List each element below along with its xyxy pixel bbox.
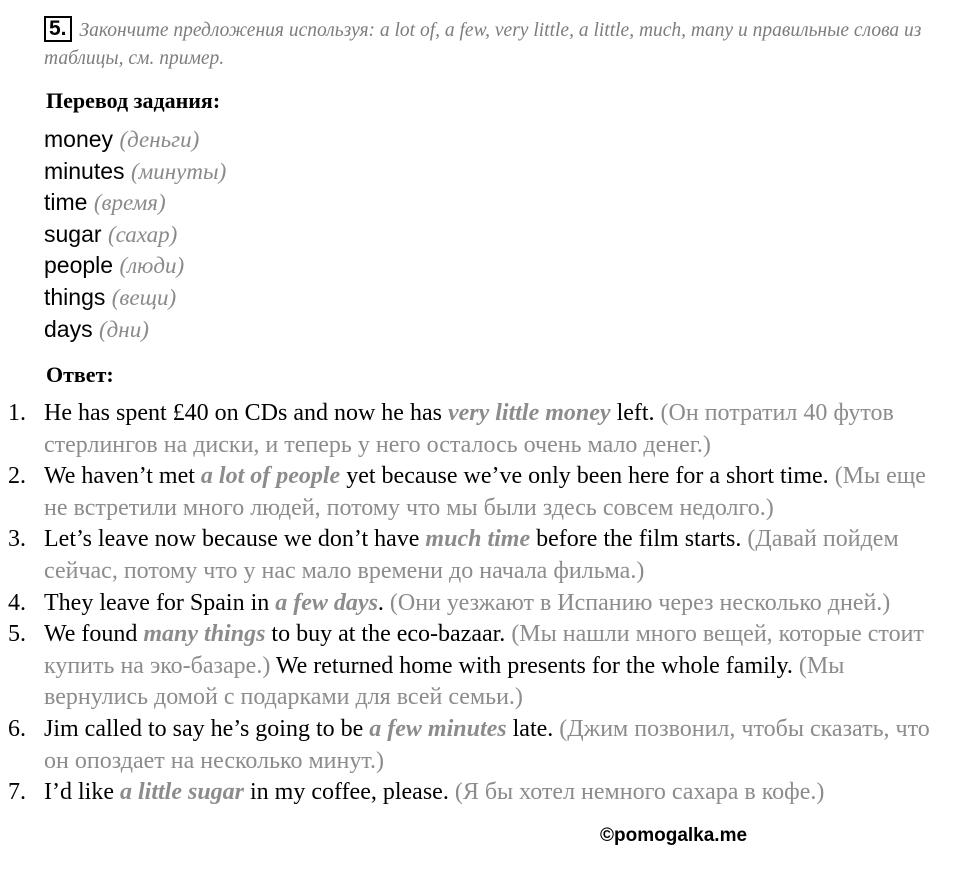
vocab-translation: (деньги): [119, 127, 200, 152]
answer-translation: (Давай пойдем сейчас, потому что у нас мало времени до начала фильма.): [44, 526, 899, 584]
vocabulary-list: [44, 124, 226, 345]
answer-number: 6.: [8, 715, 26, 742]
answer-number: 5.: [8, 621, 26, 648]
answer-item: [0, 461, 960, 524]
answer-highlight: very little money: [447, 400, 611, 426]
answer-text: left.: [610, 400, 661, 426]
vocab-word: days: [44, 315, 93, 342]
answer-text: We returned home with presents for the whole family.: [270, 652, 799, 679]
task-instruction: Закончите предложения используя: a lot of, a few, very little, a little, much, many и правильные слова из таблицы, см. пример.: [44, 20, 922, 69]
answer-text: before the film starts.: [530, 526, 748, 553]
answer-highlight: a few minutes: [369, 715, 507, 742]
answer-translation: (Мы нашли много вещей, которые стоит купить на эко-базаре.): [44, 621, 924, 679]
answer-text: late.: [506, 715, 560, 742]
answer-number: 4.: [8, 589, 26, 616]
vocab-item: [44, 250, 226, 282]
answer-text: Let’s leave now because we don’t have: [44, 526, 426, 553]
answer-translation: (Они уезжают в Испанию через несколько дней.): [389, 589, 891, 616]
vocab-item: [44, 282, 226, 314]
answer-highlight: a few days: [275, 589, 378, 616]
answer-heading: Ответ:: [46, 362, 114, 387]
answer-translation: (Мы вернулись домой с подарками для всей семьи.): [44, 652, 845, 711]
answer-translation: (Он потратил 40 футов стерлингов на диски, и теперь у него осталось очень мало денег.): [44, 400, 894, 458]
answer-item: [0, 588, 960, 620]
vocab-item: [44, 156, 226, 188]
vocab-word: people: [44, 252, 114, 279]
vocab-item: [44, 187, 226, 219]
vocab-item: [44, 124, 226, 156]
vocab-item: [44, 219, 226, 251]
vocab-translation: (сахар): [107, 221, 178, 247]
answer-item: [0, 777, 960, 809]
vocab-word: sugar: [44, 220, 102, 247]
answer-text: Jim called to say he’s going to be: [44, 715, 370, 742]
answer-text: They leave for Spain in: [44, 589, 276, 616]
translation-heading: Перевод задания:: [46, 88, 221, 113]
answer-item: [0, 619, 960, 714]
answer-text: We found: [44, 621, 144, 648]
answer-text: He has spent £40 on CDs and now he has: [44, 400, 448, 426]
answer-list: [0, 398, 960, 809]
vocab-translation: (время): [93, 190, 166, 216]
task-instruction-block: [44, 16, 924, 73]
answer-number: 7.: [8, 779, 26, 806]
answer-highlight: a lot of people: [200, 463, 341, 490]
vocab-translation: (дни): [98, 316, 149, 342]
answer-translation: (Мы еще не встретили много людей, потому что мы были здесь совсем недолго.): [44, 463, 926, 521]
answer-number: 1.: [8, 400, 26, 426]
vocab-word: minutes: [44, 157, 125, 184]
answer-text: .: [377, 589, 390, 616]
vocab-word: money: [44, 126, 114, 152]
vocab-item: [44, 314, 226, 346]
answer-highlight: a little sugar: [119, 779, 245, 806]
watermark: ©pomogalka.me: [600, 825, 748, 846]
answer-text: yet because we’ve only been here for a short time.: [340, 463, 835, 490]
answer-number: 2.: [8, 463, 26, 490]
vocab-word: things: [44, 283, 106, 310]
answer-highlight: many things: [143, 621, 266, 648]
answer-item: [0, 524, 960, 587]
task-number-box: 5.: [44, 16, 72, 42]
answer-highlight: much time: [425, 526, 531, 553]
vocab-translation: (минуты): [130, 158, 227, 184]
answer-number: 3.: [8, 526, 26, 553]
answer-text: I’d like: [44, 779, 120, 806]
vocab-translation: (люди): [119, 253, 185, 279]
answer-item: [0, 398, 960, 461]
answer-text: We haven’t met: [44, 463, 201, 490]
vocab-word: time: [44, 189, 88, 216]
answer-translation: (Джим позвонил, чтобы сказать, что он опоздает на несколько минут.): [44, 715, 930, 774]
answer-text: in my coffee, please.: [244, 779, 455, 806]
answer-text: to buy at the eco-bazaar.: [265, 621, 512, 648]
vocab-translation: (вещи): [111, 284, 177, 310]
answer-item: [0, 714, 960, 777]
answer-translation: (Я бы хотел немного сахара в кофе.): [454, 779, 825, 806]
